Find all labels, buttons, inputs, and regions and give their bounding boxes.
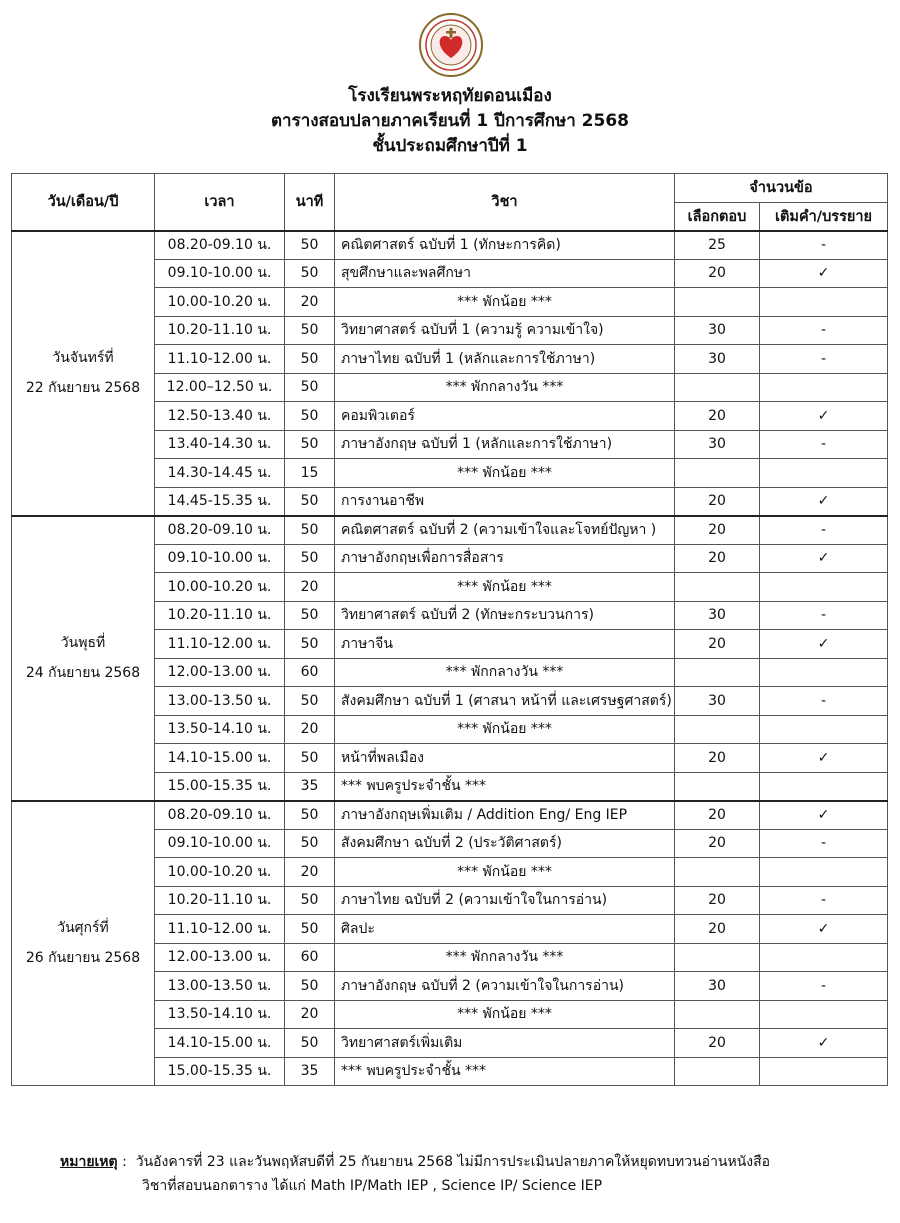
written-cell: [760, 573, 888, 602]
time-cell: 09.10-10.00 น.: [155, 259, 285, 288]
subject-cell: สังคมศึกษา ฉบับที่ 1 (ศาสนา หน้าที่ และเศรษฐศาสตร์): [335, 687, 675, 716]
time-cell: 14.10-15.00 น.: [155, 1029, 285, 1058]
header: [0, 84, 900, 159]
minutes-cell: 50: [285, 972, 335, 1001]
note-colon: :: [122, 1154, 127, 1170]
written-cell: [760, 373, 888, 402]
written-check-icon: ✓: [760, 744, 888, 773]
school-logo: [418, 12, 484, 78]
time-cell: 15.00-15.35 น.: [155, 1057, 285, 1086]
multiple-choice-cell: 30: [675, 345, 760, 374]
minutes-cell: 50: [285, 1029, 335, 1058]
subject-cell: สังคมศึกษา ฉบับที่ 2 (ประวัติศาสตร์): [335, 829, 675, 858]
written-check-icon: ✓: [760, 487, 888, 516]
minutes-cell: 50: [285, 259, 335, 288]
time-cell: 10.00-10.20 น.: [155, 288, 285, 317]
day-date: 24 กันยายน 2568: [25, 665, 141, 681]
written-check-icon: ✓: [760, 259, 888, 288]
day-name: วันพุธที่: [60, 635, 106, 651]
minutes-cell: 50: [285, 544, 335, 573]
day-cell: [12, 801, 155, 1086]
subject-cell: ภาษาไทย ฉบับที่ 1 (หลักและการใช้ภาษา): [335, 345, 675, 374]
multiple-choice-cell: [675, 715, 760, 744]
subject-cell: วิทยาศาสตร์เพิ่มเติม: [335, 1029, 675, 1058]
subject-cell: ศิลปะ: [335, 915, 675, 944]
multiple-choice-cell: 20: [675, 1029, 760, 1058]
subject-cell: หน้าที่พลเมือง: [335, 744, 675, 773]
written-cell: -: [760, 687, 888, 716]
multiple-choice-cell: 20: [675, 516, 760, 545]
written-cell: [760, 658, 888, 687]
subject-cell: *** พักน้อย ***: [335, 1000, 675, 1029]
time-cell: 08.20-09.10 น.: [155, 231, 285, 260]
written-cell: -: [760, 430, 888, 459]
written-check-icon: ✓: [760, 915, 888, 944]
table-row: [12, 516, 888, 545]
multiple-choice-cell: 20: [675, 915, 760, 944]
multiple-choice-cell: 20: [675, 801, 760, 830]
written-check-icon: ✓: [760, 801, 888, 830]
time-cell: 14.45-15.35 น.: [155, 487, 285, 516]
multiple-choice-cell: [675, 1000, 760, 1029]
footnote: [60, 1150, 770, 1198]
written-cell: -: [760, 972, 888, 1001]
written-cell: -: [760, 601, 888, 630]
note-label: หมายเหตุ: [60, 1154, 118, 1170]
multiple-choice-cell: 20: [675, 829, 760, 858]
subject-cell: *** พักกลางวัน ***: [335, 943, 675, 972]
time-cell: 09.10-10.00 น.: [155, 829, 285, 858]
minutes-cell: 50: [285, 829, 335, 858]
multiple-choice-cell: [675, 658, 760, 687]
header-minutes: นาที: [285, 174, 335, 231]
written-check-icon: ✓: [760, 1029, 888, 1058]
multiple-choice-cell: 30: [675, 972, 760, 1001]
subject-cell: ภาษาไทย ฉบับที่ 2 (ความเข้าใจในการอ่าน): [335, 886, 675, 915]
multiple-choice-cell: [675, 288, 760, 317]
time-cell: 10.20-11.10 น.: [155, 886, 285, 915]
subject-cell: ภาษาอังกฤษเพิ่มเติม / Addition Eng/ Eng IEP: [335, 801, 675, 830]
header-question-count: จำนวนข้อ: [675, 174, 888, 203]
time-cell: 13.50-14.10 น.: [155, 1000, 285, 1029]
note-line-1: วันอังคารที่ 23 และวันพฤหัสบดีที่ 25 กันยายน 2568 ไม่มีการประเมินปลายภาคให้หยุดทบทวนอ่านหนังสือ: [135, 1154, 771, 1170]
time-cell: 12.50-13.40 น.: [155, 402, 285, 431]
minutes-cell: 50: [285, 630, 335, 659]
minutes-cell: 50: [285, 744, 335, 773]
minutes-cell: 50: [285, 516, 335, 545]
header-time: เวลา: [155, 174, 285, 231]
minutes-cell: 15: [285, 459, 335, 488]
subject-cell: *** พักน้อย ***: [335, 573, 675, 602]
subject-cell: คณิตศาสตร์ ฉบับที่ 1 (ทักษะการคิด): [335, 231, 675, 260]
day-cell: [12, 516, 155, 801]
time-cell: 10.00-10.20 น.: [155, 573, 285, 602]
minutes-cell: 50: [285, 886, 335, 915]
multiple-choice-cell: [675, 573, 760, 602]
note-line-2: วิชาที่สอบนอกตาราง ได้แก่ Math IP/Math IEP , Science IP/ Science IEP: [142, 1178, 603, 1194]
time-cell: 11.10-12.00 น.: [155, 630, 285, 659]
time-cell: 10.20-11.10 น.: [155, 316, 285, 345]
multiple-choice-cell: 30: [675, 687, 760, 716]
multiple-choice-cell: 20: [675, 630, 760, 659]
minutes-cell: 50: [285, 687, 335, 716]
multiple-choice-cell: 20: [675, 744, 760, 773]
written-cell: -: [760, 886, 888, 915]
time-cell: 11.10-12.00 น.: [155, 915, 285, 944]
minutes-cell: 20: [285, 573, 335, 602]
time-cell: 15.00-15.35 น.: [155, 772, 285, 801]
subject-cell: คณิตศาสตร์ ฉบับที่ 2 (ความเข้าใจและโจทย์ปัญหา ): [335, 516, 675, 545]
subject-cell: *** พบครูประจำชั้น ***: [335, 772, 675, 801]
minutes-cell: 50: [285, 601, 335, 630]
minutes-cell: 50: [285, 345, 335, 374]
subject-cell: *** พบครูประจำชั้น ***: [335, 1057, 675, 1086]
time-cell: 13.40-14.30 น.: [155, 430, 285, 459]
time-cell: 09.10-10.00 น.: [155, 544, 285, 573]
subject-cell: วิทยาศาสตร์ ฉบับที่ 1 (ความรู้ ความเข้าใจ): [335, 316, 675, 345]
minutes-cell: 50: [285, 915, 335, 944]
subject-cell: *** พักน้อย ***: [335, 459, 675, 488]
time-cell: 12.00–12.50 น.: [155, 373, 285, 402]
minutes-cell: 50: [285, 373, 335, 402]
written-cell: [760, 772, 888, 801]
day-name: วันจันทร์ที่: [52, 350, 114, 366]
minutes-cell: 35: [285, 1057, 335, 1086]
multiple-choice-cell: [675, 1057, 760, 1086]
time-cell: 13.00-13.50 น.: [155, 972, 285, 1001]
subject-cell: สุขศึกษาและพลศึกษา: [335, 259, 675, 288]
schedule-body: [12, 231, 888, 1086]
multiple-choice-cell: 20: [675, 259, 760, 288]
school-name: โรงเรียนพระหฤทัยดอนเมือง: [348, 86, 552, 106]
header-written: เติมคำ/บรรยาย: [760, 202, 888, 231]
table-row: [12, 801, 888, 830]
subject-cell: *** พักน้อย ***: [335, 288, 675, 317]
time-cell: 12.00-13.00 น.: [155, 658, 285, 687]
minutes-cell: 20: [285, 858, 335, 887]
time-cell: 11.10-12.00 น.: [155, 345, 285, 374]
header-date: วัน/เดือน/ปี: [12, 174, 155, 231]
minutes-cell: 20: [285, 288, 335, 317]
subject-cell: *** พักกลางวัน ***: [335, 373, 675, 402]
minutes-cell: 50: [285, 402, 335, 431]
written-cell: -: [760, 316, 888, 345]
multiple-choice-cell: [675, 858, 760, 887]
subject-cell: ภาษาอังกฤษ ฉบับที่ 1 (หลักและการใช้ภาษา): [335, 430, 675, 459]
minutes-cell: 50: [285, 801, 335, 830]
written-cell: [760, 1057, 888, 1086]
minutes-cell: 35: [285, 772, 335, 801]
written-cell: [760, 858, 888, 887]
minutes-cell: 50: [285, 487, 335, 516]
subject-cell: วิทยาศาสตร์ ฉบับที่ 2 (ทักษะกระบวนการ): [335, 601, 675, 630]
time-cell: 10.00-10.20 น.: [155, 858, 285, 887]
time-cell: 12.00-13.00 น.: [155, 943, 285, 972]
time-cell: 13.00-13.50 น.: [155, 687, 285, 716]
written-cell: -: [760, 829, 888, 858]
written-check-icon: ✓: [760, 402, 888, 431]
grade-level: ชั้นประถมศึกษาปีที่ 1: [372, 136, 528, 156]
minutes-cell: 60: [285, 658, 335, 687]
written-cell: [760, 943, 888, 972]
day-date: 22 กันยายน 2568: [25, 380, 141, 396]
minutes-cell: 50: [285, 231, 335, 260]
multiple-choice-cell: [675, 943, 760, 972]
written-check-icon: ✓: [760, 544, 888, 573]
written-cell: [760, 288, 888, 317]
minutes-cell: 50: [285, 430, 335, 459]
minutes-cell: 20: [285, 715, 335, 744]
day-cell: [12, 231, 155, 516]
written-check-icon: ✓: [760, 630, 888, 659]
written-cell: [760, 1000, 888, 1029]
header-subject: วิชา: [335, 174, 675, 231]
subject-cell: การงานอาชีพ: [335, 487, 675, 516]
written-cell: [760, 715, 888, 744]
subject-cell: *** พักน้อย ***: [335, 715, 675, 744]
multiple-choice-cell: 20: [675, 402, 760, 431]
exam-title: ตารางสอบปลายภาคเรียนที่ 1 ปีการศึกษา 2568: [270, 111, 629, 131]
day-name: วันศุกร์ที่: [57, 920, 109, 937]
exam-schedule-table: [11, 173, 888, 1086]
minutes-cell: 20: [285, 1000, 335, 1029]
table-row: [12, 231, 888, 260]
time-cell: 14.30-14.45 น.: [155, 459, 285, 488]
minutes-cell: 60: [285, 943, 335, 972]
header-multiple-choice: เลือกตอบ: [675, 202, 760, 231]
multiple-choice-cell: 20: [675, 487, 760, 516]
multiple-choice-cell: 30: [675, 601, 760, 630]
subject-cell: *** พักกลางวัน ***: [335, 658, 675, 687]
subject-cell: ภาษาอังกฤษ ฉบับที่ 2 (ความเข้าใจในการอ่าน): [335, 972, 675, 1001]
subject-cell: คอมพิวเตอร์: [335, 402, 675, 431]
time-cell: 14.10-15.00 น.: [155, 744, 285, 773]
multiple-choice-cell: 30: [675, 430, 760, 459]
written-cell: -: [760, 345, 888, 374]
multiple-choice-cell: [675, 373, 760, 402]
multiple-choice-cell: [675, 772, 760, 801]
subject-cell: ภาษาจีน: [335, 630, 675, 659]
written-cell: [760, 459, 888, 488]
written-cell: -: [760, 516, 888, 545]
multiple-choice-cell: 30: [675, 316, 760, 345]
time-cell: 08.20-09.10 น.: [155, 516, 285, 545]
subject-cell: ภาษาอังกฤษเพื่อการสื่อสาร: [335, 544, 675, 573]
multiple-choice-cell: 20: [675, 886, 760, 915]
minutes-cell: 50: [285, 316, 335, 345]
time-cell: 13.50-14.10 น.: [155, 715, 285, 744]
multiple-choice-cell: [675, 459, 760, 488]
time-cell: 08.20-09.10 น.: [155, 801, 285, 830]
subject-cell: *** พักน้อย ***: [335, 858, 675, 887]
multiple-choice-cell: 20: [675, 544, 760, 573]
day-date: 26 กันยายน 2568: [25, 950, 141, 967]
time-cell: 10.20-11.10 น.: [155, 601, 285, 630]
multiple-choice-cell: 25: [675, 231, 760, 260]
written-cell: -: [760, 231, 888, 260]
